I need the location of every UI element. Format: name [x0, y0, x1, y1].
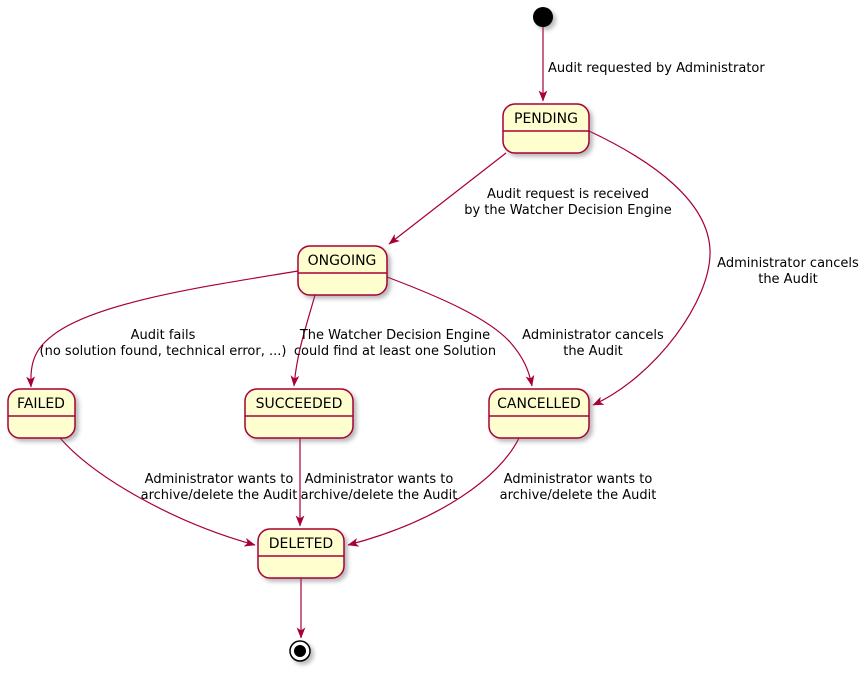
edge-label-line: Administrator wants to [304, 472, 454, 487]
edge-label-ongoing-to-succeeded [294, 328, 496, 359]
edge-label-line: the Audit [758, 272, 818, 287]
edge-label-pending-to-cancelled [717, 256, 859, 287]
state-deleted [258, 529, 344, 578]
edge-label-line: Audit request is received [486, 187, 650, 202]
edge-label-succeeded-to-deleted [301, 472, 458, 503]
state-cancelled [489, 389, 589, 438]
edge-label-line: Administrator cancels [717, 256, 859, 271]
edge-label-cancelled-to-deleted [500, 472, 657, 503]
final-state-icon [290, 641, 310, 661]
state-failed-title: FAILED [17, 396, 65, 412]
edge-pending-to-cancelled [589, 131, 710, 405]
edge-labels [40, 61, 860, 503]
state-succeeded [245, 389, 353, 438]
edge-label-initial-to-pending [548, 61, 765, 76]
edge-label-line: The Watcher Decision Engine [299, 328, 491, 343]
initial-state-icon [533, 7, 553, 27]
state-deleted-title: DELETED [268, 536, 334, 552]
edge-label-line: archive/delete the Audit [499, 488, 657, 503]
state-pending [503, 104, 589, 153]
state-ongoing-title: ONGOING [307, 253, 377, 269]
state-pending-title: PENDING [514, 111, 578, 127]
edge-label-line: archive/delete the Audit [140, 488, 298, 503]
state-succeeded-title: SUCCEEDED [255, 396, 343, 412]
state-ongoing [298, 246, 387, 295]
edge-label-failed-to-deleted [141, 472, 298, 503]
edge-label-pending-to-ongoing [464, 187, 672, 218]
edge-label-line: by the Watcher Decision Engine [464, 203, 672, 218]
edge-label-line: archive/delete the Audit [300, 488, 458, 503]
edge-label-line: could find at least one Solution [293, 344, 497, 359]
edge-label-ongoing-to-cancelled [522, 328, 664, 359]
state-failed [8, 389, 75, 438]
edge-label-line: the Audit [563, 344, 623, 359]
edge-label-line: Administrator wants to [144, 472, 294, 487]
edge-label-line: Administrator wants to [503, 472, 653, 487]
final-state-dot [294, 645, 306, 657]
edge-label-line: Administrator cancels [522, 328, 664, 343]
edge-label-line: Audit fails [130, 328, 196, 343]
edge-label-line: Audit requested by Administrator [548, 61, 765, 76]
edge-label-ongoing-to-failed [40, 328, 287, 359]
edge-label-line: (no solution found, technical error, ...) [39, 344, 287, 359]
state-cancelled-title: CANCELLED [497, 396, 581, 412]
